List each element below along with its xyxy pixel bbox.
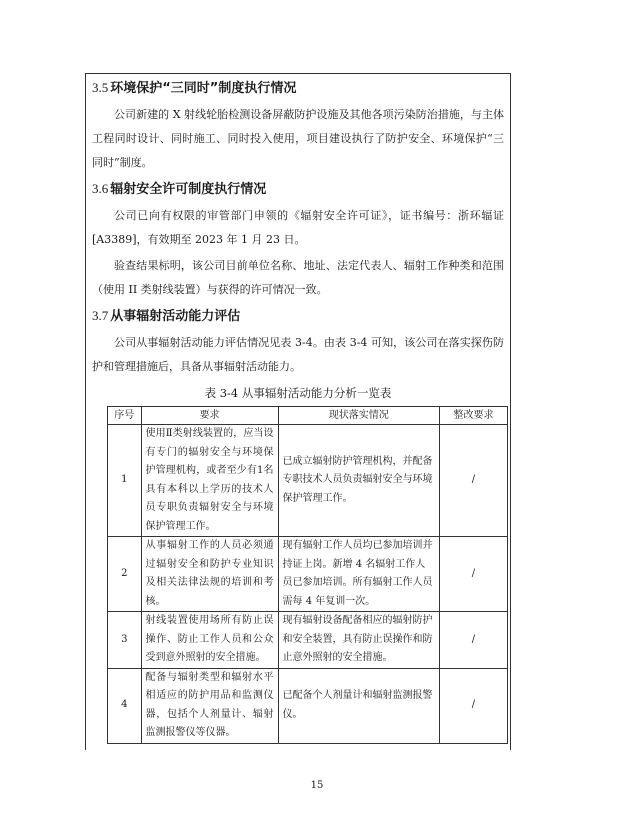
section-title: 环境保护“三同时”制度执行情况 [110,81,297,96]
table-row [108,425,508,537]
table-header-row [108,407,508,425]
cell-no: 3 [108,612,142,669]
paragraph: 公司新建的 X 射线轮胎检测设备屏蔽防护设施及其他各项污染防治措施，与主体工程同时设计、同时施工、同时投入使用，项目建设执行了防护安全、环境保护“三同时”制度。 [92,108,504,169]
assessment-table [107,406,508,744]
section-heading [92,179,504,200]
section-title: 辐射安全许可制度执行情况 [110,182,267,197]
table-row [108,537,508,612]
paragraph: 验查结果标明，该公司目前单位名称、地址、法定代表人、辐射工作种类和范围（使用 II 类射线装置）与获得的许可情况一致。 [92,259,504,296]
cell-no: 2 [108,537,142,612]
cell-requirement: 使用Ⅱ类射线装置的，应当设有专门的辐射安全与环境保护管理机构，或者至少有1名具有本科以上学历的技术人员专职负责辐射安全与环境保护管理工作。 [141,425,278,537]
page-number: 15 [310,780,324,791]
paragraph: 公司从事辐射活动能力评估情况见表 3-4。由表 3-4 可知，该公司在落实探伤防护和管理措施后，具备从事辐射活动能力。 [92,336,504,373]
section-heading [92,78,504,99]
cell-requirement: 从事辐射工作的人员必须通过辐射安全和防护专业知识及相关法律法规的培训和考核。 [141,537,278,612]
section-number: 3.6 [92,181,109,196]
table-caption: 表 3-4 从事辐射活动能力分析一览表 [204,386,392,400]
header-status: 现状落实情况 [278,407,439,425]
table-row [108,668,508,743]
cell-status: 已成立辐射防护管理机构，并配备专职技术人员负责辐射安全与环境保护管理工作。 [278,425,439,537]
cell-fix: / [439,668,507,743]
document-content [92,78,504,406]
header-no: 序号 [108,407,142,425]
cell-fix: / [439,425,507,537]
cell-requirement: 射线装置使用场所有防止误操作、防止工作人员和公众受到意外照射的安全措施。 [141,612,278,669]
section-3-7 [92,306,504,402]
cell-requirement: 配备与辐射类型和辐射水平相适应的防护用品和监测仪器，包括个人剂量计、辐射监测报警仪等仪器。 [141,668,278,743]
header-fix: 整改要求 [439,407,507,425]
cell-no: 1 [108,425,142,537]
section-heading [92,306,504,327]
section-3-5 [92,78,504,175]
paragraph: 公司已向有权限的审管部门申领的《辐射安全许可证》，证书编号：浙环辐证[A3389]，有效期至 2023 年 1 月 23 日。 [92,209,504,246]
cell-status: 现有辐射工作人员均已参加培训并持证上岗。新增 4 名辐射工作人员已参加培训。所有辐射工作人员需每 4 年复训一次。 [278,537,439,612]
cell-status: 现有辐射设备配备相应的辐射防护和安全装置，具有防止误操作和防止意外照射的安全措施。 [278,612,439,669]
cell-status: 已配备个人剂量计和辐射监测报警仪。 [278,668,439,743]
section-number: 3.5 [92,80,109,95]
cell-no: 4 [108,668,142,743]
section-title: 从事辐射活动能力评估 [110,309,241,324]
section-3-6 [92,179,504,302]
section-number: 3.7 [92,308,109,323]
cell-fix: / [439,537,507,612]
cell-fix: / [439,612,507,669]
header-requirement: 要求 [141,407,278,425]
table-row [108,612,508,669]
